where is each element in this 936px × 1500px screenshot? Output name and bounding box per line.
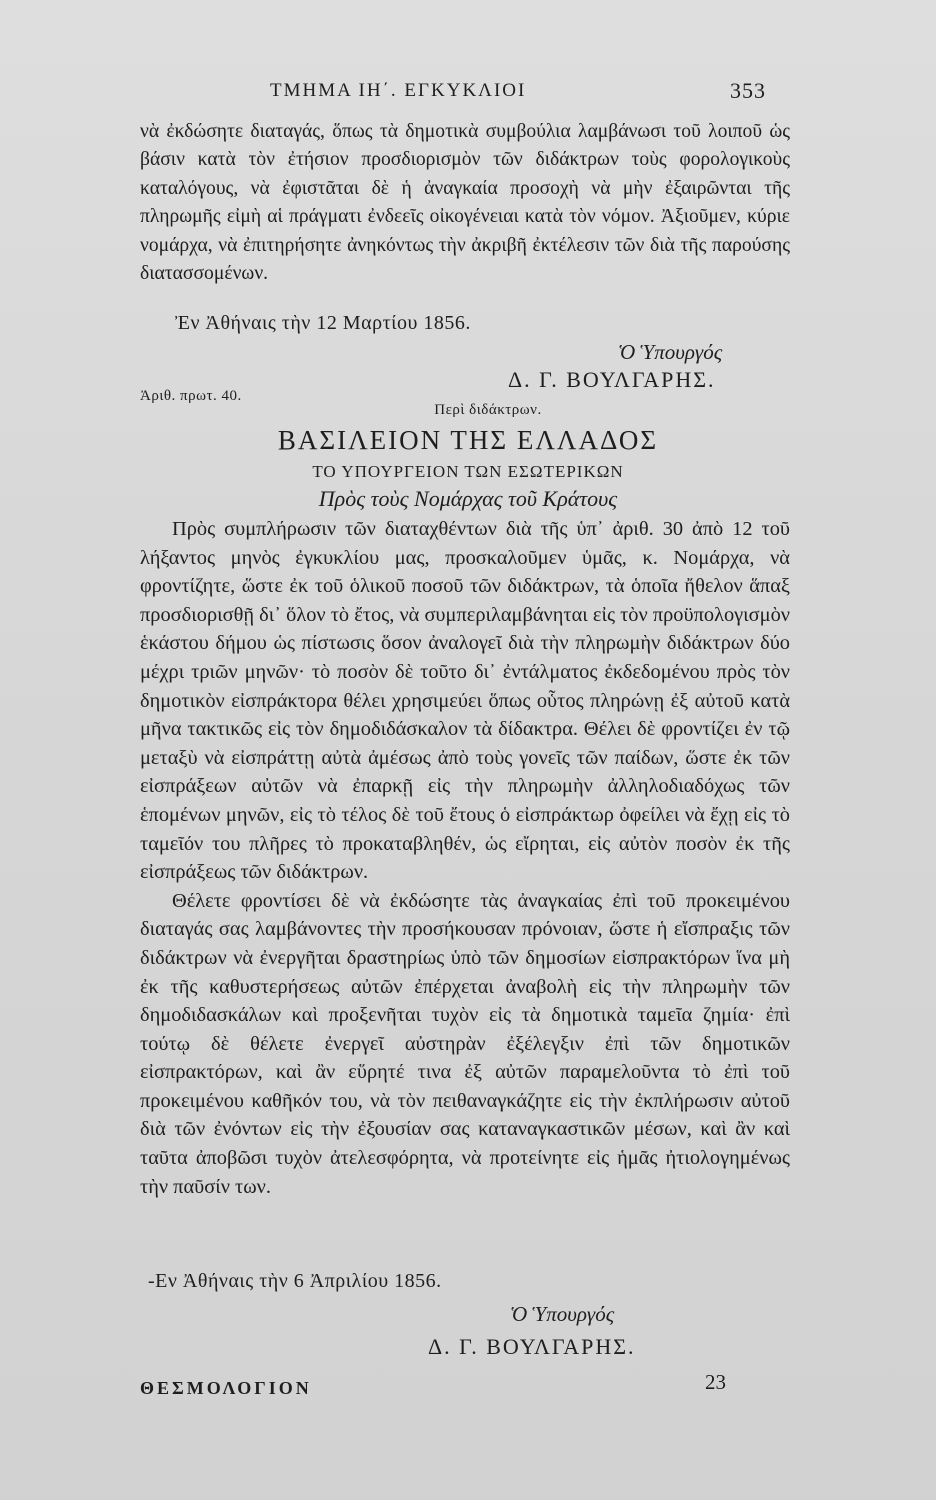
first-document-paragraph: νὰ ἐκδώσητε διαταγάς, ὅπως τὰ δημοτικὰ συμβούλια λαμβάνωσι τοῦ λοιποῦ ὡς βάσιν κατὰ τὸν ἐτήσιον προσδιορισμὸν τῶν διδάκτρων τοὺς φορολογικοὺς καταλόγους, νὰ ἐφιστᾶται δὲ ἡ ἀναγκαία προσοχὴ νὰ μὴν ἐξαιρῶνται τῆς πληρωμῆς εἰμὴ αἱ πράγματι ἐνδεεῖς οἰκογένειαι κατὰ τὸν νόμον. Ἀξιοῦμεν, κύριε νομάρχα, νὰ ἐπιτηρήσητε ἀνηκόντως τὴν ἀκριβῆ ἐκτέλεσιν τῶν διὰ τῆς παρούσης διατασσομένων. [140, 121, 790, 285]
kingdom-heading: ΒΑΣΙΛΕΙΟΝ ΤΗΣ ΕΛΛΑΔΟΣ [277, 425, 659, 455]
running-title: ΤΜΗΜΑ ΙΗ΄. ΕΓΚΥΚΛΙΟΙ [270, 80, 527, 101]
first-document-date: Ἐν Ἀθήναις τὴν 12 Μαρτίου 1856. [175, 312, 471, 334]
first-document-body [140, 118, 790, 288]
running-head [0, 78, 936, 108]
second-document-body [140, 515, 790, 1201]
second-document-paragraph-1: Πρὸς συμπλήρωσιν τῶν διαταχθέντων διὰ τῆς ὑπ᾿ ἀριθ. 30 ἀπὸ 12 τοῦ λήξαντος μηνὸς ἐγκυκλίου μας, προσκαλοῦμεν ὑμᾶς, κ. Νομάρχα, νὰ φροντίζητε, ὥστε ἐκ τοῦ ὁλικοῦ ποσοῦ τῶν διδάκτρων, τὰ ὁποῖα ἤθελον ἅπαξ προσδιορισθῇ δι᾿ ὅλον τὸ ἔτος, νὰ συμπεριλαμβάνηται εἰς τὸν προϋπολογισμὸν ἑκάστου δήμου ὡς πίστωσις ὅσον ἀναλογεῖ διὰ τὴν πληρωμὴν διδάκτρων δύο μέχρι τριῶν μηνῶν· τὸ ποσὸν δὲ τοῦτο δι᾿ ἐντάλματος ἐκδεδομένου πρὸς τὸν δημοτικὸν εἰσπράκτορα θέλει χρησιμεύει ὅπως οὗτος πληρώνῃ ἐξ αὐτοῦ κατὰ μῆνα τακτικῶς εἰς τὸν δημοδιδάσκαλον τὰ δίδακτρα. Θέλει δὲ φροντίζει ἐν τῷ μεταξὺ νὰ εἰσπράττῃ αὐτὰ ἀμέσως ἀπὸ τοὺς γονεῖς τῶν παίδων, ὥστε ἐκ τῶν εἰσπράξεων αὐτῶν νὰ ἐπαρκῇ εἰς τὴν πληρωμὴν ἀλληλοδιαδόχως τῶν ἑπομένων μηνῶν, εἰς τὸ τέλος δὲ τοῦ ἔτους ὁ εἰσπράκτωρ ὀφείλει νὰ ἔχῃ εἰς τὸ ταμεῖόν του πλῆρες τὸ προκαταβληθέν, ὡς εἴρηται, εἰς αὐτὸν ποσὸν ἐκ τῆς εἰσπράξεως τῶν διδάκτρων. [140, 518, 790, 884]
first-signature-title: Ὁ Ὑπουργός [618, 340, 723, 364]
collection-title: ΘΕΣΜΟΛΟΓΙΟΝ [140, 1378, 312, 1398]
second-document-paragraph-2: Θέλετε φροντίσει δὲ νὰ ἐκδώσητε τὰς ἀναγκαίας ἐπὶ τοῦ προκειμένου διαταγάς σας λαμβάνοντες τὴν προσήκουσαν πρόνοιαν, ὥστε ἡ εἴσπραξις τῶν διδάκτρων νὰ ἐνεργῆται δραστηρίως ὑπὸ τῶν δημοσίων εἰσπρακτόρων ἵνα μὴ ἐκ τῆς καθυστερήσεως αὐτῶν ἐπέρχεται ἀναβολὴ εἰς τὴν πληρωμὴν τῶν δημοδιδασκάλων καὶ προξενῆται τυχὸν εἰς τὰ δημοτικὰ ταμεῖα ζημία· ἐπὶ τούτῳ δὲ θέλετε ἐνεργεῖ αὐστηρὰν ἐξέλεγξιν ἐπὶ τῶν δημοτικῶν εἰσπρακτόρων, καὶ ἂν εὕρητέ τινα ἐξ αὐτῶν παραμελοῦντα τὸ ἐπὶ τοῦ προκειμένου καθῆκόν του, νὰ τὸν πειθαναγκάζητε εἰς τὴν ἐκπλήρωσιν αὐτοῦ διὰ τῶν ἐνόντων εἰς τὴν ἐξουσίαν σας καταναγκαστικῶν μέσων, καὶ ἂν καὶ ταῦτα ἀποβῶσι τυχὸν ἀτελεσφόρητα, νὰ προτείνητε εἰς ἡμᾶς ἠτιολογημένως τὴν παῦσίν των. [140, 889, 790, 1198]
sheet-number: 23 [705, 1370, 726, 1394]
document-subject: Περὶ διδάκτρων. [434, 402, 542, 418]
second-signature-title: Ὁ Ὑπουργός [510, 1302, 615, 1326]
second-document-date: -Εν Ἀθήναις τὴν 6 Ἀπριλίου 1856. [148, 1270, 442, 1292]
first-signature-name: Δ. Γ. ΒΟΥΛΓΑΡΗΣ. [508, 367, 716, 392]
addressee-line: Πρὸς τοὺς Νομάρχας τοῦ Κράτους [318, 486, 618, 511]
second-signature-name: Δ. Γ. ΒΟΥΛΓΑΡΗΣ. [428, 1334, 636, 1359]
protocol-number: Ἀριθ. πρωτ. 40. [140, 388, 242, 404]
ministry-heading: ΤΟ ΥΠΟΥΡΓΕΙΟΝ ΤΩΝ ΕΣΩΤΕΡΙΚΩΝ [312, 462, 624, 481]
page-number: 353 [730, 78, 766, 103]
